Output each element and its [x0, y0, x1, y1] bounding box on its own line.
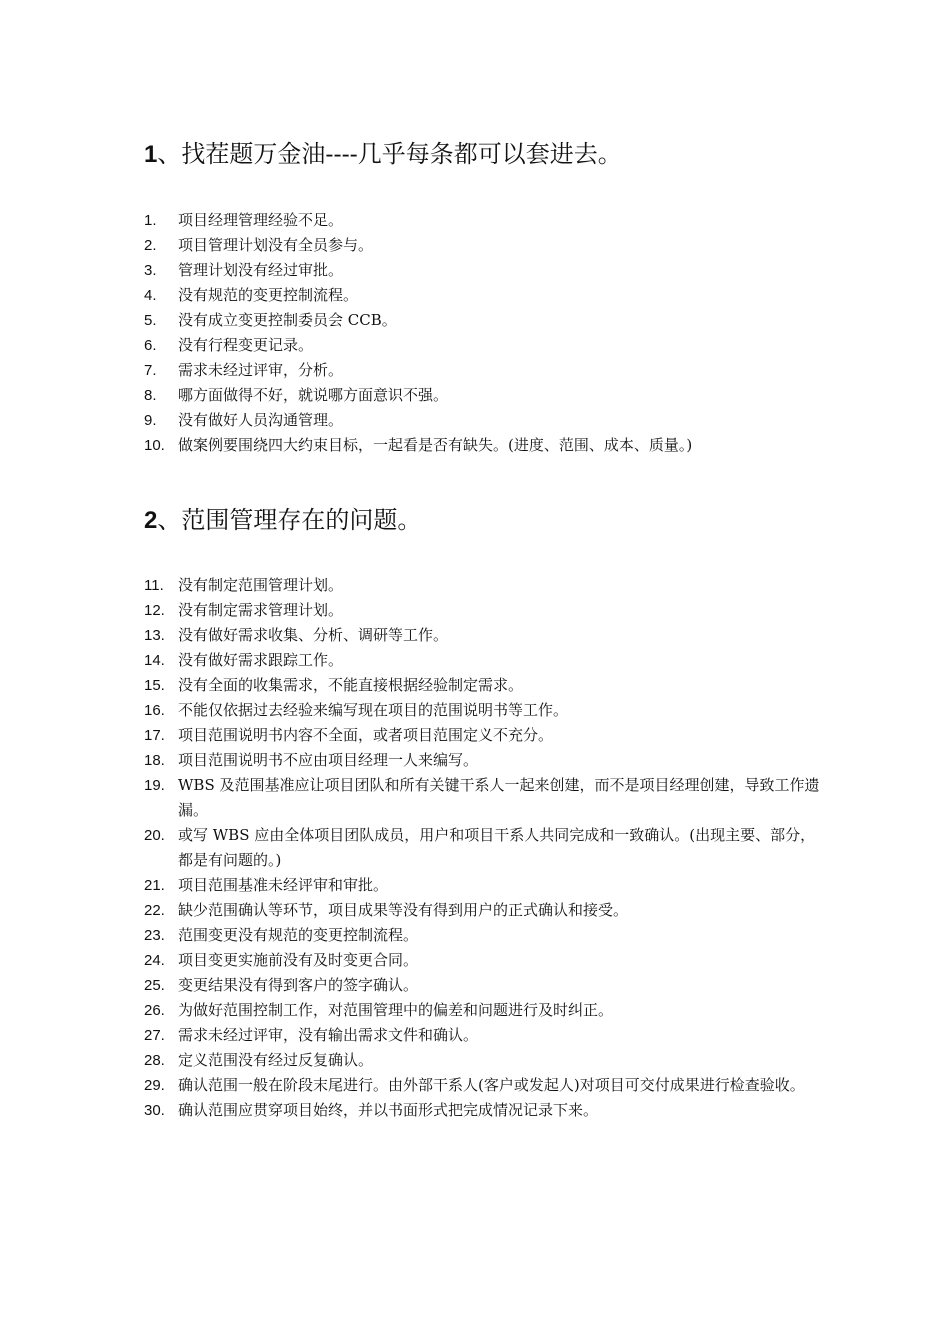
item-number: 22. [144, 902, 165, 919]
item-number: 1. [144, 212, 157, 229]
item-text: 定义范围没有经过反复确认。 [178, 1051, 374, 1069]
list-item [144, 973, 824, 998]
item-text: 没有做好需求跟踪工作。 [178, 651, 344, 669]
item-text: WBS 及范围基准应让项目团队和所有关键干系人一起来创建，而不是项目经理创建，导致工作遗漏。 [178, 776, 820, 819]
list-item [144, 573, 824, 598]
list-item [144, 873, 824, 898]
item-text: 项目变更实施前没有及时变更合同。 [178, 951, 419, 969]
list-item [144, 383, 824, 408]
list-item [144, 898, 824, 923]
item-number: 4. [144, 287, 157, 304]
list-item [144, 948, 824, 973]
item-text: 项目范围说明书内容不全面，或者项目范围定义不充分。 [178, 726, 554, 744]
list-item [144, 748, 824, 773]
item-number: 3. [144, 262, 157, 279]
section-heading-text: 、范围管理存在的问题。 [157, 506, 422, 534]
numbered-list [144, 208, 824, 458]
item-text: 项目范围说明书不应由项目经理一人来编写。 [178, 751, 479, 769]
list-item [144, 773, 824, 823]
item-text: 项目管理计划没有全员参与。 [178, 236, 374, 254]
list-item [144, 1048, 824, 1073]
section-number: 2 [144, 507, 158, 534]
item-number: 29. [144, 1077, 165, 1094]
item-text: 做案例要围绕四大约束目标，一起看是否有缺失。(进度、范围、成本、质量。) [178, 436, 693, 454]
item-number: 25. [144, 977, 165, 994]
item-number: 14. [144, 652, 165, 669]
list-item [144, 433, 824, 458]
list-item [144, 998, 824, 1023]
item-text: 缺少范围确认等环节，项目成果等没有得到用户的正式确认和接受。 [178, 901, 629, 919]
item-text: 或写 WBS 应由全体项目团队成员，用户和项目干系人共同完成和一致确认。(出现主要、部分，都是有问题的。) [178, 826, 816, 869]
item-number: 2. [144, 237, 157, 254]
item-number: 18. [144, 752, 165, 769]
list-item [144, 823, 824, 873]
list-item [144, 923, 824, 948]
item-text: 需求未经过评审，没有输出需求文件和确认。 [178, 1026, 479, 1044]
item-number: 20. [144, 827, 165, 844]
list-item [144, 673, 824, 698]
item-text: 范围变更没有规范的变更控制流程。 [178, 926, 419, 944]
list-item [144, 648, 824, 673]
item-text: 不能仅依据过去经验来编写现在项目的范围说明书等工作。 [178, 701, 569, 719]
item-text: 没有全面的收集需求，不能直接根据经验制定需求。 [178, 676, 524, 694]
section-number: 1 [144, 141, 158, 168]
item-number: 6. [144, 337, 157, 354]
list-item [144, 723, 824, 748]
item-text: 没有行程变更记录。 [178, 336, 314, 354]
item-number: 8. [144, 387, 157, 404]
item-number: 5. [144, 312, 157, 329]
item-number: 16. [144, 702, 165, 719]
list-item [144, 308, 824, 333]
item-number: 30. [144, 1102, 165, 1119]
item-number: 9. [144, 412, 157, 429]
item-number: 13. [144, 627, 165, 644]
item-number: 17. [144, 727, 165, 744]
item-number: 23. [144, 927, 165, 944]
item-text: 确认范围一般在阶段末尾进行。由外部干系人(客户或发起人)对项目可交付成果进行检查验收。 [178, 1076, 805, 1094]
list-item [144, 258, 824, 283]
item-number: 19. [144, 777, 165, 794]
item-text: 没有做好需求收集、分析、调研等工作。 [178, 626, 449, 644]
item-text: 哪方面做得不好，就说哪方面意识不强。 [178, 386, 449, 404]
item-text: 没有制定需求管理计划。 [178, 601, 344, 619]
list-item [144, 598, 824, 623]
item-number: 11. [144, 577, 164, 594]
item-number: 24. [144, 952, 165, 969]
list-item [144, 698, 824, 723]
item-text: 需求未经过评审，分析。 [178, 361, 344, 379]
section-heading [144, 138, 622, 171]
item-text: 没有做好人员沟通管理。 [178, 411, 344, 429]
list-item [144, 333, 824, 358]
section-heading [144, 504, 421, 537]
list-item [144, 233, 824, 258]
item-number: 7. [144, 362, 157, 379]
item-number: 27. [144, 1027, 165, 1044]
item-text: 没有制定范围管理计划。 [178, 576, 344, 594]
item-text: 项目范围基准未经评审和审批。 [178, 876, 389, 894]
list-item [144, 208, 824, 233]
section-heading-text: 、找茬题万金油----几乎每条都可以套进去。 [157, 140, 622, 168]
list-item [144, 1073, 824, 1098]
item-number: 12. [144, 602, 165, 619]
list-item [144, 623, 824, 648]
item-text: 项目经理管理经验不足。 [178, 211, 344, 229]
numbered-list [144, 573, 824, 1123]
item-text: 管理计划没有经过审批。 [178, 261, 344, 279]
list-item [144, 408, 824, 433]
item-text: 没有规范的变更控制流程。 [178, 286, 359, 304]
item-number: 10. [144, 437, 165, 454]
item-number: 21. [144, 877, 165, 894]
list-item [144, 283, 824, 308]
list-item [144, 1023, 824, 1048]
item-number: 26. [144, 1002, 165, 1019]
item-text: 变更结果没有得到客户的签字确认。 [178, 976, 419, 994]
item-number: 28. [144, 1052, 165, 1069]
item-number: 15. [144, 677, 165, 694]
list-item [144, 1098, 824, 1123]
item-text: 为做好范围控制工作，对范围管理中的偏差和问题进行及时纠正。 [178, 1001, 614, 1019]
item-text: 没有成立变更控制委员会 CCB。 [178, 311, 397, 329]
item-text: 确认范围应贯穿项目始终，并以书面形式把完成情况记录下来。 [178, 1101, 599, 1119]
list-item [144, 358, 824, 383]
